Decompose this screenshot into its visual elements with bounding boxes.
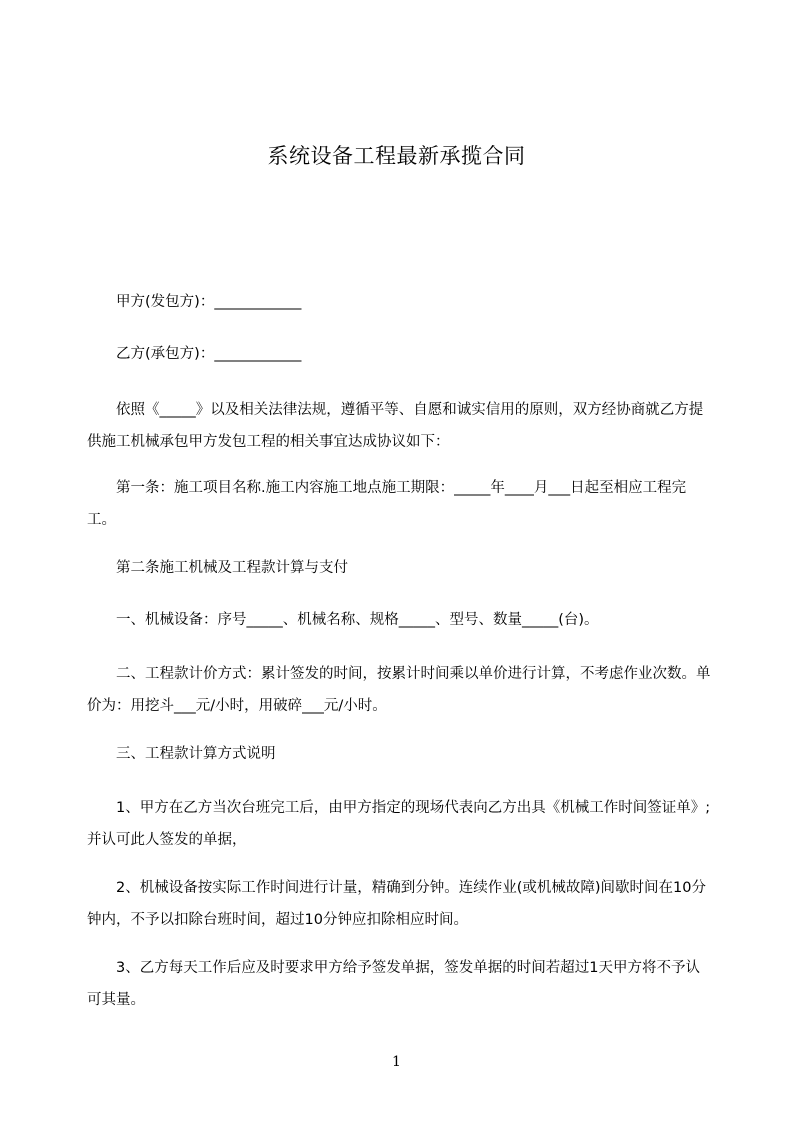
party-b-line: 乙方(承包方)：____________ [87, 346, 302, 362]
article-one-paragraph: 第一条：施工项目名称.施工内容施工地点施工期限：_____年____月___日起至相应工程完工。 [87, 480, 687, 528]
pricing-method-paragraph: 二、工程款计价方式：累计签发的时间，按累计时间乘以单价进行计算，不考虑作业次数。单价为：用挖斗___元/小时，用破碎___元/小时。 [87, 666, 711, 714]
article-two-heading: 第二条施工机械及工程款计算与支付 [87, 560, 348, 576]
clause-2-paragraph: 2、机械设备按实际工作时间进行计量，精确到分钟。连续作业(或机械故障)间歇时间在10分钟内，不予以扣除台班时间，超过10分钟应扣除相应时间。 [87, 880, 706, 928]
calculation-heading: 三、工程款计算方式说明 [87, 746, 276, 762]
page-number: 1 [392, 1054, 401, 1070]
party-a-line: 甲方(发包方)：____________ [87, 294, 302, 310]
clause-3-paragraph: 3、乙方每天工作后应及时要求甲方给予签发单据，签发单据的时间若超过1天甲方将不予认可其量。 [87, 960, 700, 1008]
preamble-paragraph: 依照《_____》以及相关法律法规，遵循平等、自愿和诚实信用的原则，双方经协商就乙方提供施工机械承包甲方发包工程的相关事宜达成协议如下： [87, 402, 704, 450]
clause-1-paragraph: 1、甲方在乙方当次台班完工后，由甲方指定的现场代表向乙方出具《机械工作时间签证单》;并认可此人签发的单据， [87, 800, 711, 848]
document-title: 系统设备工程最新承揽合同 [267, 144, 526, 168]
equipment-paragraph: 一、机械设备：序号_____、机械名称、规格_____、型号、数量_____(台)。 [87, 612, 599, 628]
